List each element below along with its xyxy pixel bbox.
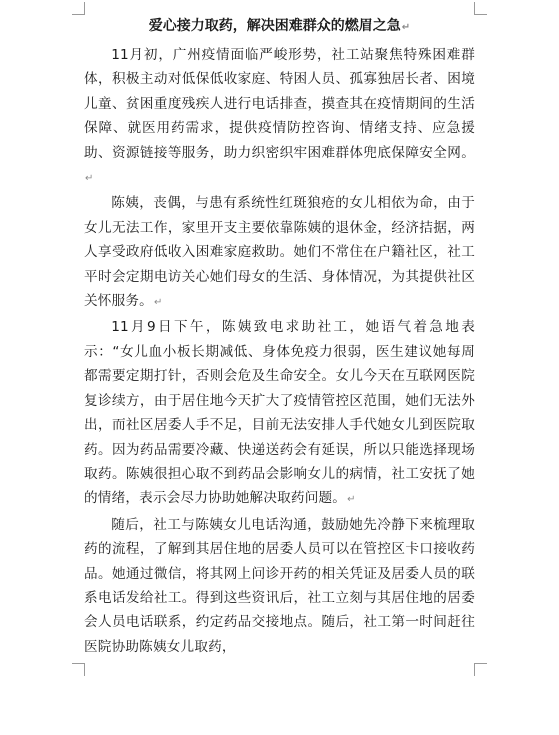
paragraph-mark: ↵ [347,494,356,506]
crop-mark-top-left [72,2,85,15]
paragraph-mark: ↵ [401,22,411,33]
paragraph[interactable] [84,315,475,512]
paragraph-text: 陈姨，丧偶，与患有系统性红斑狼疮的女儿相依为命，由于女儿无法工作，家里开支主要依靠陈姨的退休金，经济拮据，两人享受政府低收入困难家庭救助。她们不常住在户籍社区，社工平时会定期电访关心她们母女的生活、身体情况，为其提供社区关怀服务。 [84,195,475,310]
crop-mark-top-right [474,2,487,15]
paragraph[interactable] [84,513,475,659]
paragraph-mark: ↵ [85,173,94,185]
paragraph-text: 11月初，广州疫情面临严峻形势，社工站聚焦特殊困难群体，积极主动对低保低收家庭、特困人员、孤寡独居长者、困境儿童、贫困重度残疾人进行电话排查，摸查其在疫情期间的生活保障、就医用药需求，提供疫情防控咨询、情绪支持、应急援助、资源链接等服务，助力织密织牢困难群体兜底保障安全网。 [84,47,475,161]
paragraph[interactable] [84,191,475,315]
paragraph-mark: ↵ [153,297,163,309]
crop-mark-bottom-right [474,663,487,676]
paragraph[interactable] [84,43,475,191]
paragraph-text: 11月9日下午，陈姨致电求助社工，她语气着急地表示：“女儿血小板长期减低、身体免疫力很弱，医生建议她每周都需要定期打针，否则会危及生命安全。女儿今天在互联网医院复诊续方，由于居住地今天扩大了疫情管控区范围，她们无法外出，而社区居委人手不足，目前无法安排人手代她女儿到医院取药。因为药品需要冷藏、快递送药会有延误，所以只能选择现场取药。陈姨很担心取不到药品会影响女儿的病情，社工安抚了她的情绪，表示会尽力协助她解决取药问题。 [84,319,475,507]
document-title[interactable] [84,16,475,38]
paragraph-text: 随后，社工与陈姨女儿电话沟通，鼓励她先冷静下来梳理取药的流程，了解到其居住地的居委人员可以在管控区卡口接收药品。她通过微信，将其网上问诊开药的相关凭证及居委人员的联系电话发给社工。得到这些资讯后，社工立刻与其居住地的居委会人员电话联系，约定药品交接地点。随后，社工第一时间赶往医院协助陈姨女儿取药， [84,516,475,655]
document-body[interactable] [84,43,475,659]
crop-mark-bottom-left [72,663,85,676]
document-title-text: 爱心接力取药，解决困难群众的燃眉之急 [148,18,401,34]
